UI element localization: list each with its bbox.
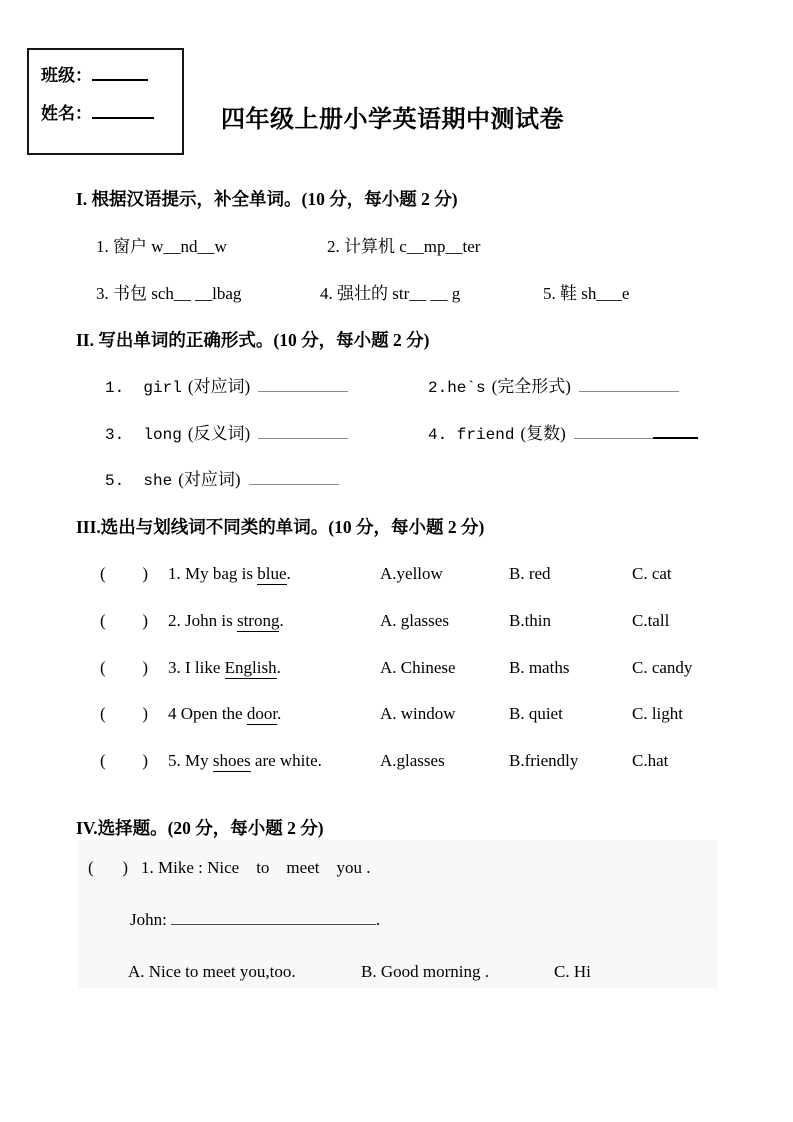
word-form-item: [105, 468, 428, 492]
question-sentence: [168, 562, 380, 586]
question-row: [100, 562, 672, 586]
item-english: sh___e: [581, 284, 630, 303]
answer-parens: [88, 856, 128, 880]
option-c: C. candy: [632, 658, 693, 677]
option-a: A. window: [380, 704, 456, 723]
sentence-post: are white.: [250, 751, 322, 770]
underlined-word: strong: [236, 611, 280, 630]
paren-close: ): [142, 751, 148, 770]
answer-blank: [258, 377, 348, 392]
word-form-item: [105, 422, 428, 446]
item-english: sch__ __lbag: [151, 284, 242, 303]
sentence-pre: 1. My bag is: [168, 564, 258, 583]
item-english: str__ __ g: [392, 284, 461, 303]
word-form-item: [105, 375, 428, 399]
sentence-post: .: [277, 704, 282, 723]
item-chinese: 鞋: [560, 284, 577, 303]
answer-blank: [574, 424, 659, 439]
option-a: A.yellow: [380, 564, 443, 583]
underlined-word: English: [224, 658, 277, 677]
sentence-post: .: [286, 564, 291, 583]
item-word: 5. she: [105, 472, 173, 490]
paren-open: (: [88, 858, 94, 877]
option-c: C. Hi: [554, 962, 591, 981]
paren-open: (: [100, 658, 106, 677]
section3-heading: III.选出与划线词不同类的单词。(10 分，每小题 2 分): [76, 517, 485, 537]
option-b: B. maths: [509, 658, 570, 677]
underlined-word: blue: [257, 564, 287, 583]
question1-stem-line: [88, 856, 370, 880]
item-hint: (对应词): [187, 377, 251, 396]
item-number: 1.: [96, 237, 109, 256]
item-hint: (完全形式): [491, 377, 571, 396]
item-hint: (复数): [520, 424, 566, 443]
class-blank: [92, 62, 148, 81]
sentence-pre: 5. My: [168, 751, 213, 770]
answer-blank: [579, 377, 679, 392]
question-sentence: [168, 609, 380, 633]
option-c: C.hat: [632, 751, 669, 770]
question1-options-line: [128, 960, 591, 984]
fill-word-item: [96, 282, 320, 306]
item-chinese: 书包: [113, 284, 147, 303]
paren-close: ): [142, 611, 148, 630]
item-word: 4. friend: [428, 426, 515, 444]
paren-open: (: [100, 564, 106, 583]
paren-open: (: [100, 611, 106, 630]
question-sentence: [168, 702, 380, 726]
sentence-pre: 2. John is: [168, 611, 237, 630]
answer-parens: [100, 749, 148, 773]
answer-parens: [100, 609, 148, 633]
question-stem: 1. Mike : Nice to meet you .: [141, 858, 371, 877]
choice-highlight-block: [78, 840, 718, 988]
fill-word-item: [327, 235, 480, 259]
option-a: A. Nice to meet you,too.: [128, 962, 296, 981]
option-b: B.friendly: [509, 751, 579, 770]
item-chinese: 计算机: [344, 237, 395, 256]
item-number: 2.: [327, 237, 340, 256]
item-english: c__mp__ter: [399, 237, 481, 256]
item-hint: (对应词): [178, 470, 241, 489]
item-chinese: 强壮的: [337, 284, 388, 303]
paren-open: (: [100, 704, 106, 723]
option-a: A.glasses: [380, 751, 445, 770]
underlined-word: door: [246, 704, 278, 723]
section4-heading: IV.选择题。(20 分，每小题 2 分): [76, 818, 324, 838]
item-english: w__nd__w: [151, 237, 227, 256]
question1-answer-line: [130, 908, 380, 932]
word-form-item: [428, 422, 698, 446]
section2-row1: [105, 375, 679, 399]
question-row: [100, 656, 692, 680]
option-c: C. light: [632, 704, 684, 723]
item-chinese: 窗户: [113, 237, 147, 256]
student-info-box: [27, 48, 184, 155]
option-b: B.thin: [509, 611, 552, 630]
underlined-word: shoes: [212, 751, 251, 770]
question-sentence: [168, 656, 380, 680]
paren-open: (: [100, 751, 106, 770]
section1-row1: [96, 235, 480, 259]
section2-row2: [105, 422, 698, 446]
fill-word-item: [320, 282, 543, 306]
question-row: [100, 702, 683, 726]
word-form-item: [428, 375, 679, 399]
item-word: 1. girl: [105, 379, 182, 397]
sentence-period: .: [375, 910, 381, 929]
section1-heading: I. 根据汉语提示，补全单词。(10 分，每小题 2 分): [76, 189, 458, 209]
option-b: B. red: [509, 564, 551, 583]
class-label: 班级：: [41, 66, 92, 85]
answer-blank-dark: [653, 422, 698, 439]
item-hint: (反义词): [187, 424, 251, 443]
item-number: 4.: [320, 284, 333, 303]
option-c: C. cat: [632, 564, 672, 583]
section2-row3: [105, 468, 428, 492]
question-row: [100, 749, 668, 773]
option-b: B. quiet: [509, 704, 563, 723]
question-row: [100, 609, 669, 633]
sentence-pre: 4 Open the: [168, 704, 247, 723]
speaker-label: John:: [130, 910, 167, 929]
section2-heading: II. 写出单词的正确形式。(10 分，每小题 2 分): [76, 330, 430, 350]
option-c: C.tall: [632, 611, 670, 630]
paren-close: ): [142, 704, 148, 723]
sentence-post: .: [279, 611, 284, 630]
answer-line-blank: [171, 909, 376, 925]
answer-parens: [100, 656, 148, 680]
class-row: [41, 61, 182, 91]
name-label: 姓名：: [41, 104, 92, 123]
paren-close: ): [142, 564, 148, 583]
fill-word-item: [543, 282, 629, 306]
page-title: 四年级上册小学英语期中测试卷: [221, 106, 564, 133]
item-word: 3. long: [105, 426, 182, 444]
answer-parens: [100, 702, 148, 726]
section1-row2: [96, 282, 629, 306]
sentence-post: .: [276, 658, 281, 677]
answer-blank: [258, 424, 348, 439]
sentence-pre: 3. I like: [168, 658, 225, 677]
paren-close: ): [122, 858, 128, 877]
answer-parens: [100, 562, 148, 586]
name-blank: [92, 100, 154, 119]
question-sentence: [168, 749, 380, 773]
item-number: 5.: [543, 284, 556, 303]
answer-blank: [249, 470, 339, 485]
item-word: 2.he`s: [428, 379, 486, 397]
item-number: 3.: [96, 284, 109, 303]
fill-word-item: [96, 235, 327, 259]
name-row: [41, 99, 182, 129]
option-b: B. Good morning .: [361, 962, 489, 981]
option-a: A. glasses: [380, 611, 449, 630]
option-a: A. Chinese: [380, 658, 456, 677]
paren-close: ): [142, 658, 148, 677]
